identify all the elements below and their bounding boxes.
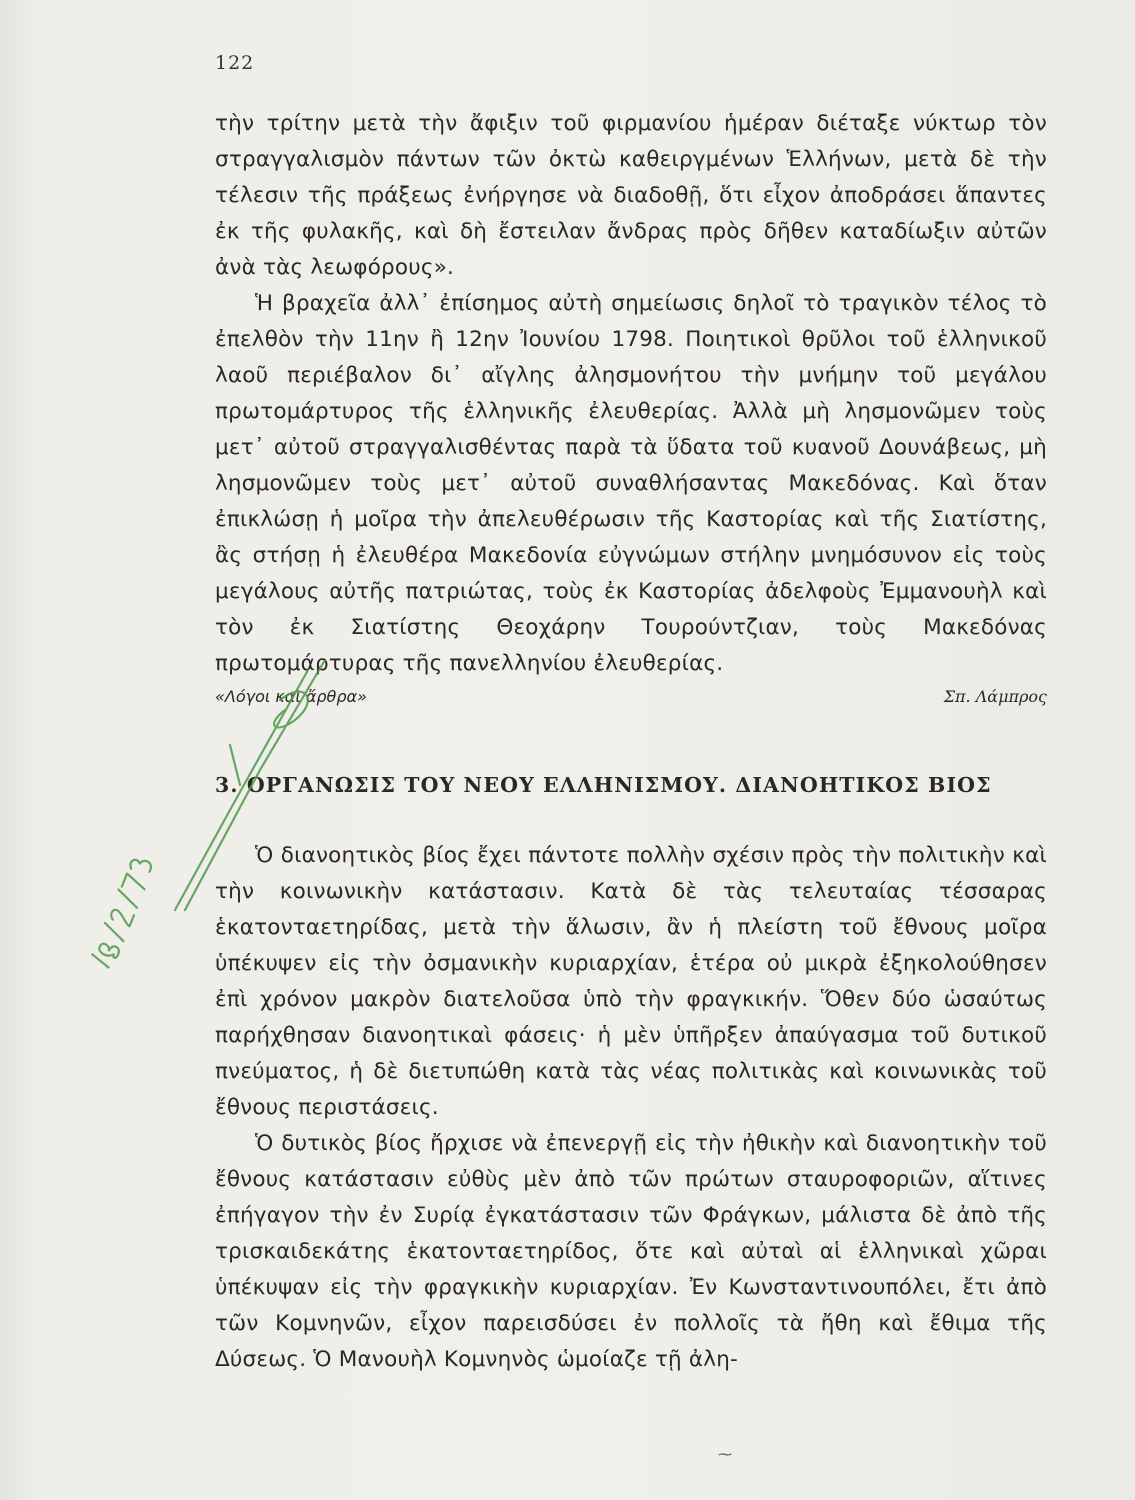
paragraph: Ἡ βραχεῖα ἀλλ᾽ ἐπίσημος αὐτὴ σημείωσις δηλοῖ τὸ τραγικὸν τέλος τὸ ἐπελθὸν τὴν 11ην ἢ 12ην Ἰουνίου 1798. Ποιητικοὶ θρῦλοι τοῦ ἑλληνικοῦ λαοῦ περιέβαλον δι᾽ αἴγλης ἀλησμονήτου τὴν μνήμην τοῦ μεγάλου πρωτομάρτυρος τῆς ἑλληνικῆς ἐλευθερίας. Ἀλλὰ μὴ λησμονῶμεν τοὺς μετ᾽ αὐτοῦ στραγγαλισθέντας παρὰ τὰ ὕδατα τοῦ κυανοῦ Δουνάβεως, μὴ λησμονῶμεν τοὺς μετ᾽ αὐτοῦ συναθλήσαντας Μακεδόνας. Καὶ ὅταν ἐπικλώσῃ ἡ μοῖρα τὴν ἀπελευθέρωσιν τῆς Καστορίας καὶ τῆς Σιατίστης, ἂς στήσῃ ἡ ἐλευθέρα Μακεδονία εὐγνώμων στήλην μνημόσυνον εἰς τοὺς μεγάλους αὐτῆς πατριώτας, τοὺς ἐκ Καστορίας ἀδελφοὺς Ἐμμανουὴλ καὶ τὸν ἐκ Σιατίστης Θεοχάρην Τουρούντζιαν, τοὺς Μακεδόνας πρωτομάρτυρας τῆς πανελληνίου ἐλευθερίας. xyxy=(215,291,1047,676)
paragraph: Ὁ διανοητικὸς βίος ἔχει πάντοτε πολλὴν σχέσιν πρὸς τὴν πολιτικὴν καὶ τὴν κοινωνικὴν κατάστασιν. Κατὰ δὲ τὰς τελευταίας τέσσαρας ἑκατονταετηρίδας, μετὰ τὴν ἅλωσιν, ἂν ἡ πλείστη τοῦ ἔθνους μοῖρα ὑπέκυψεν εἰς τὴν ὀσμανικὴν κυριαρχίαν, ἑτέρα οὐ μικρὰ ἐξηκολούθησεν ἐπὶ χρόνον μακρὸν διατελοῦσα ὑπὸ τὴν φραγκικήν. Ὅθεν δύο ὡσαύτως παρήχθησαν διανοητικαὶ φάσεις· ἡ μὲν ὑπῆρξεν ἀπαύγασμα τοῦ δυτικοῦ πνεύματος, ἡ δὲ διετυπώθη κατὰ τὰς νέας πολιτικὰς καὶ κοινωνικὰς τοῦ ἔθνους περιστάσεις. xyxy=(215,843,1047,1120)
paragraph: τὴν τρίτην μετὰ τὴν ἄφιξιν τοῦ φιρμανίου ἡμέραν διέταξε νύκτωρ τὸν στραγγαλισμὸν πάντων τῶν ὀκτὼ καθειργμένων Ἑλλήνων, μετὰ δὲ τὴν τέλεσιν τῆς πράξεως ἐνήργησε νὰ διαδοθῇ, ὅτι εἶχον ἀποδράσει ἅπαντες ἐκ τῆς φυλακῆς, καὶ δὴ ἔστειλαν ἄνδρας πρὸς δῆθεν καταδίωξιν αὐτῶν ἀνὰ τὰς λεωφόρους». xyxy=(215,111,1047,280)
paragraph: Ὁ δυτικὸς βίος ἤρχισε νὰ ἐπενεργῇ εἰς τὴν ἠθικὴν καὶ διανοητικὴν τοῦ ἔθνους κατάστασιν εὐθὺς μὲν ἀπὸ τῶν πρώτων σταυροφοριῶν, αἵτινες ἐπήγαγον τὴν ἐν Συρίᾳ ἐγκατάστασιν τῶν Φράγκων, μάλιστα δὲ ἀπὸ τῆς τρισκαιδεκάτης ἑκατονταετηρίδος, ὅτε καὶ αὐταὶ αἱ ἑλληνικαὶ χῶραι ὑπέκυψαν εἰς τὴν φραγκικὴν κυριαρχίαν. Ἐν Κωνσταντινουπόλει, ἔτι ἀπὸ τῶν Κομνηνῶν, εἶχον παρεισδύσει ἐν πολλοῖς τὰ ἤθη καὶ ἔθιμα τῆς Δύσεως. Ὁ Μανουὴλ Κομνηνὸς ὡμοίαζε τῇ ἀλη- xyxy=(215,1131,1047,1372)
handwritten-date-annotation xyxy=(80,660,340,990)
attribution-author: Σπ. Λάμπρος xyxy=(943,687,1047,706)
attribution-source: «Λόγοι καὶ ἄρθρα» xyxy=(215,687,367,706)
section-heading: 3. ΟΡΓΑΝΩΣΙΣ ΤΟΥ ΝΕΟΥ ΕΛΛΗΝΙΣΜΟΥ. ΔΙΑΝΟΗΤΙΚΟΣ ΒΙΟΣ xyxy=(215,773,992,797)
page-number: 122 xyxy=(215,52,255,74)
text-block-top xyxy=(215,106,1047,682)
smudge-mark: ⁓ xyxy=(718,1447,732,1463)
